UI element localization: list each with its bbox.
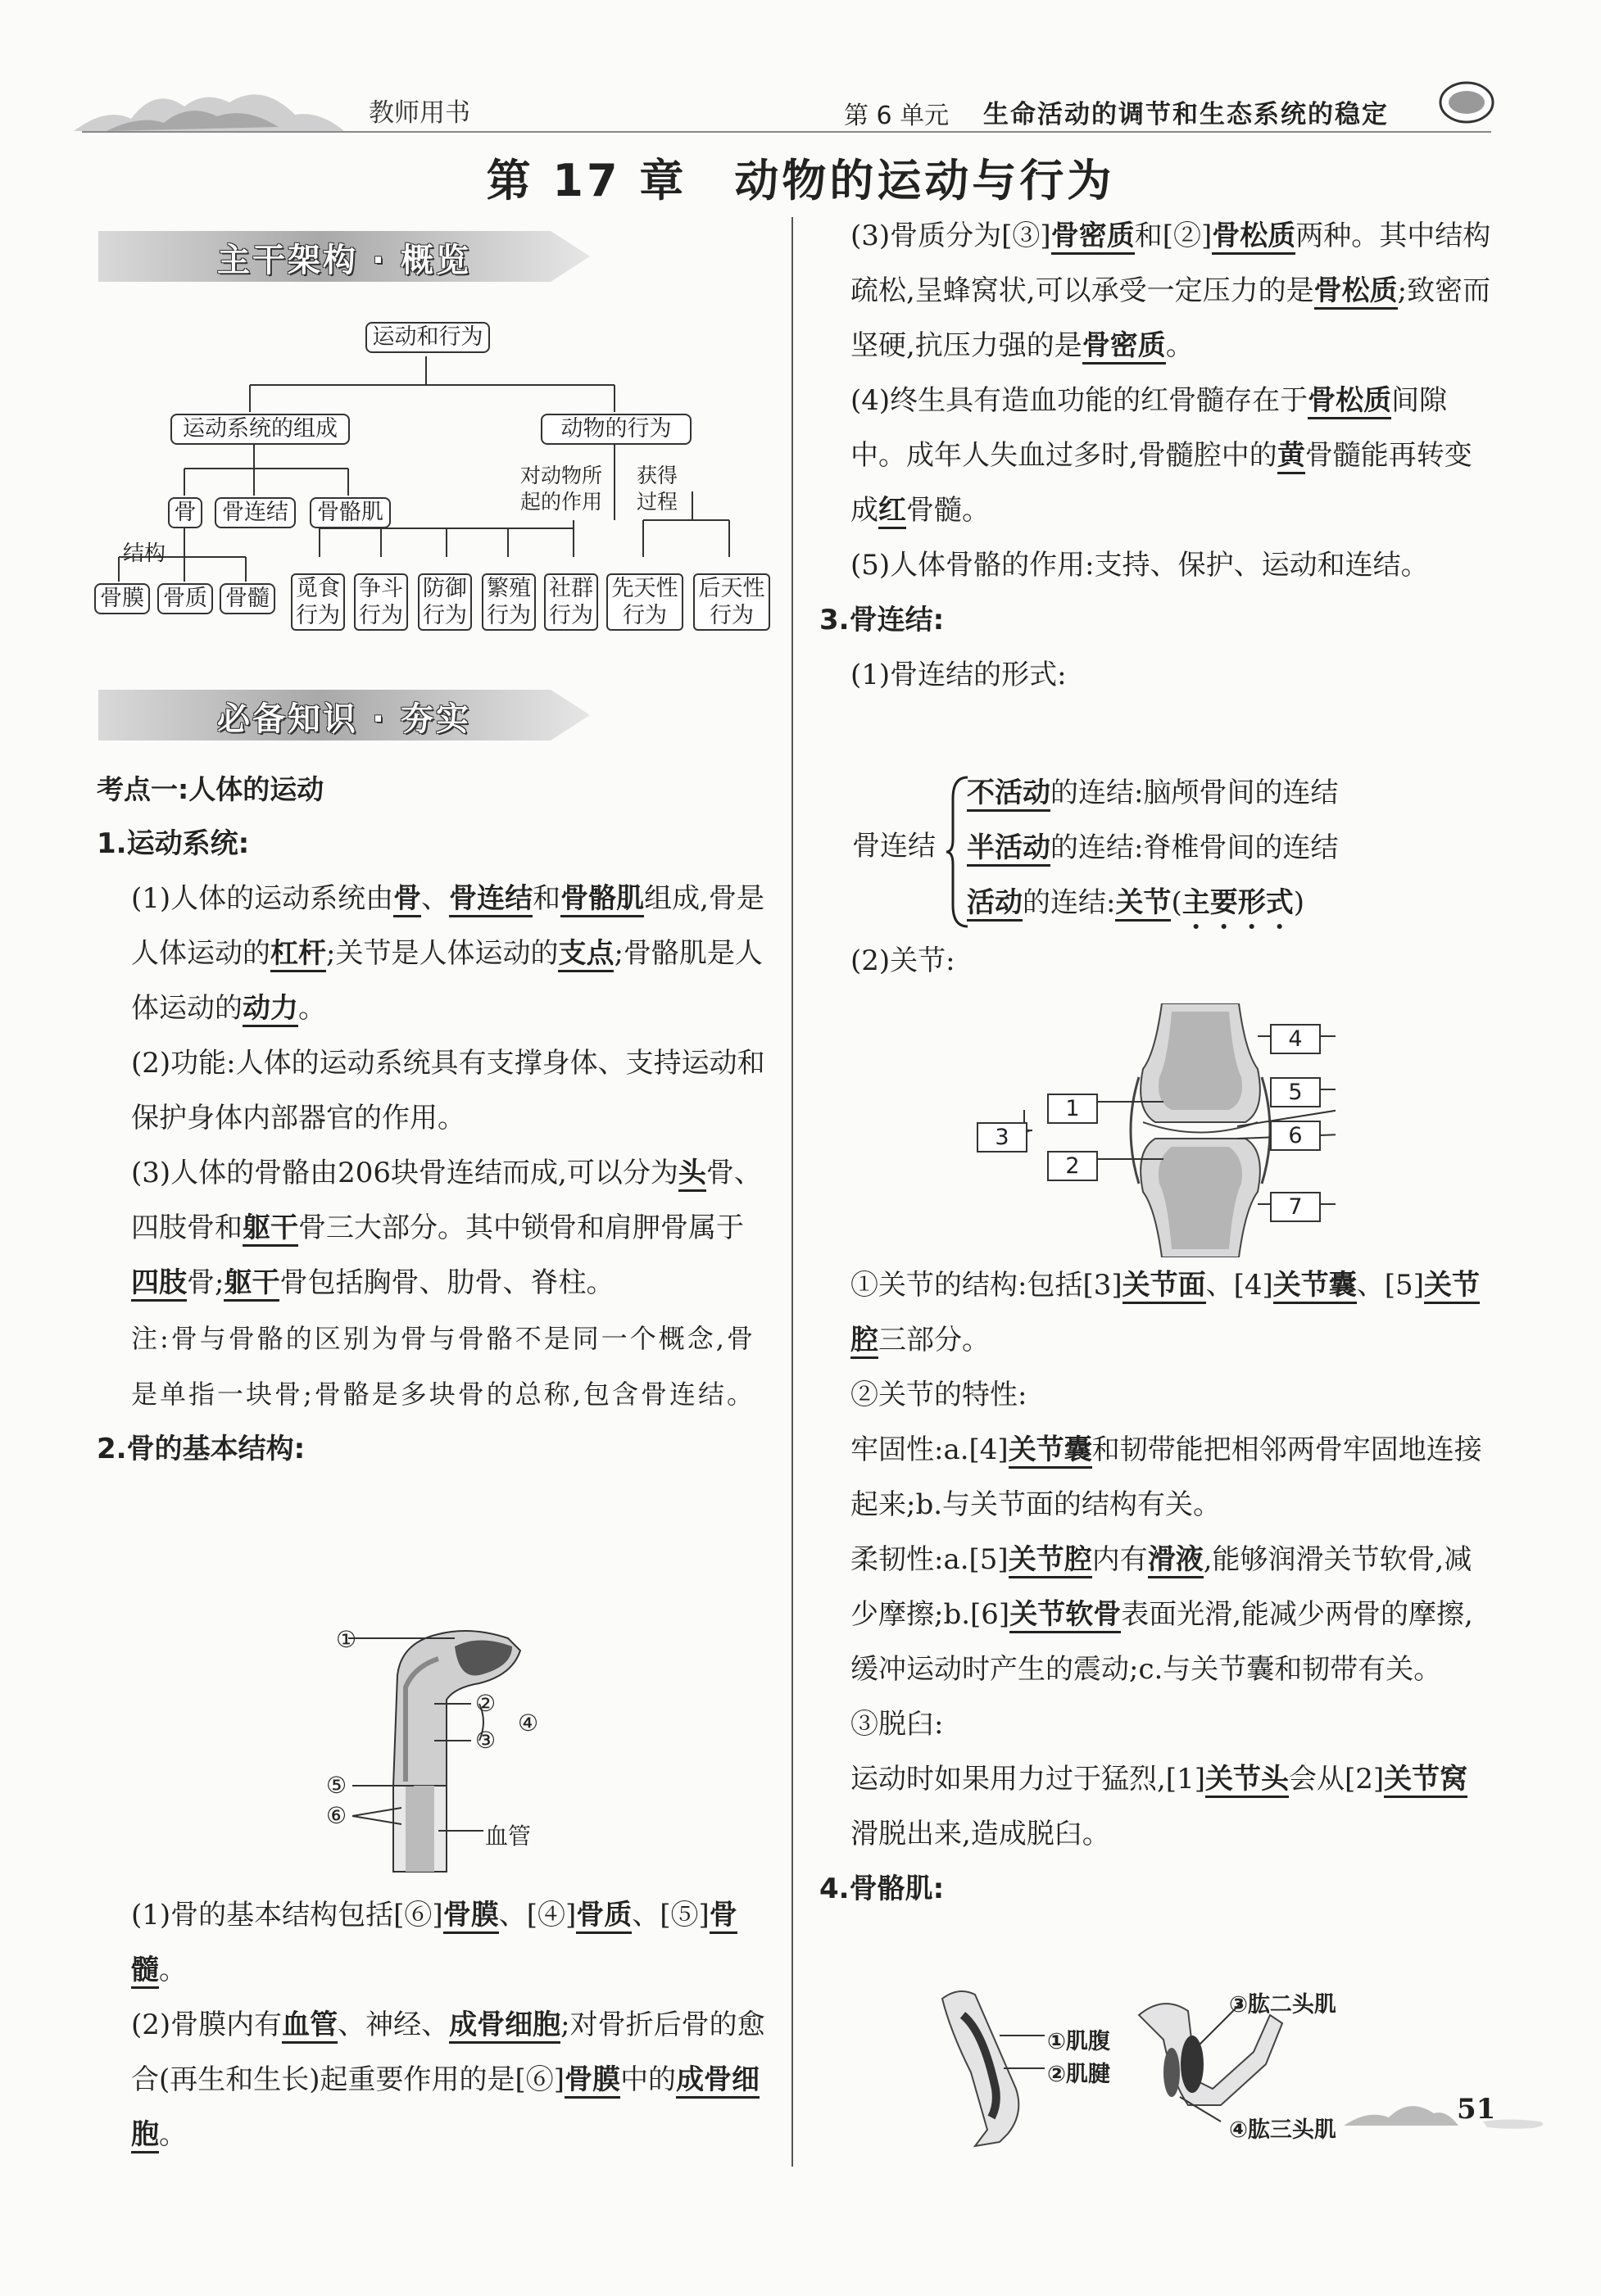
answer: 骨膜 <box>565 2063 620 2099</box>
answer: 活动 <box>967 886 1023 922</box>
text: 。 <box>159 1954 187 1986</box>
answer: 骨连结 <box>449 882 533 917</box>
answer: 关节囊 <box>1009 1433 1092 1469</box>
rp2-para <box>819 374 1491 538</box>
tree-structure-label: 结构 <box>123 541 166 566</box>
rp11-para <box>819 1752 1491 1862</box>
joint-label-3: 3 <box>977 1122 1027 1153</box>
tree-right-node: 动物的行为 <box>541 414 692 445</box>
text: 。 <box>298 992 326 1025</box>
joint-label-1: 1 <box>1047 1094 1098 1124</box>
answer: 头 <box>678 1157 706 1192</box>
text: 骨三大部分。其中锁骨和肩胛骨属于 <box>298 1211 744 1244</box>
muscle-label-biceps: ③肱二头肌 <box>1229 1992 1336 2017</box>
header-rule <box>82 131 1491 133</box>
text: 内有 <box>1091 1543 1148 1576</box>
text: 滑脱出来,造成脱臼。 <box>850 1818 1110 1850</box>
text: 柔韧性:a.[5] <box>850 1543 1009 1576</box>
answer: 躯干 <box>224 1266 279 1302</box>
tree-bone: 骨 <box>168 497 202 528</box>
answer: 骨松质 <box>1314 274 1398 310</box>
right-column-top <box>819 209 1491 703</box>
section-4-heading: 4.骨骼肌: <box>819 1873 945 1905</box>
text: ) <box>1293 886 1304 919</box>
answer: 红 <box>878 494 906 529</box>
text: 骨、四肢骨和 <box>131 1157 762 1244</box>
joint-label-7: 7 <box>1270 1192 1321 1222</box>
answer: 不活动 <box>967 777 1050 812</box>
tree-root: 运动和行为 <box>365 322 490 353</box>
answer: 杠杆 <box>270 937 326 972</box>
text: 、 <box>421 882 450 915</box>
text: (1)骨的基本结构包括[⑥] <box>131 1899 443 1931</box>
tree-behavior-5: 先天性 行为 <box>606 573 683 631</box>
tree-behavior-6: 后天性 行为 <box>693 573 770 631</box>
chapter-title: 第 17 章 动物的运动与行为 <box>486 155 1115 206</box>
answer: 关节窝 <box>1384 1763 1467 1798</box>
answer: 半活动 <box>967 831 1050 867</box>
text: 中的 <box>620 2063 677 2096</box>
answer: 关节囊 <box>1273 1269 1357 1304</box>
answer: 骨密质 <box>1082 329 1166 365</box>
bone-label-vessel: 血管 <box>485 1823 532 1850</box>
form-movable <box>967 876 1491 935</box>
answer: 成骨细胞 <box>449 2008 560 2044</box>
answer: 骨髓 <box>131 1899 737 1989</box>
text: 三部分。 <box>878 1324 990 1356</box>
answer: 成骨细胞 <box>131 2063 760 2153</box>
text: 。 <box>1165 329 1194 362</box>
rp3-para: (5)人体骨骼的作用:支持、保护、运动和连结。 <box>850 549 1429 582</box>
joint-label-4: 4 <box>1270 1024 1321 1054</box>
form-fixed <box>967 766 1491 821</box>
text: 、[④] <box>498 1899 577 1931</box>
rp8-para <box>819 1423 1491 1533</box>
rp7-para: ②关节的特性: <box>850 1379 1027 1411</box>
text: 组成,骨是人体运动的 <box>131 882 764 970</box>
rp9-para <box>819 1533 1491 1697</box>
joint-label-5: 5 <box>1270 1077 1321 1107</box>
text: 骨髓。 <box>906 494 990 527</box>
rp10-para: ③脱臼: <box>850 1708 944 1741</box>
section-3-heading: 3.骨连结: <box>819 604 945 636</box>
tree-behavior-4: 社群 行为 <box>544 573 598 631</box>
text: ( <box>1171 886 1182 919</box>
tree-right-sub1: 对动物所 起的作用 <box>519 464 602 514</box>
answer: 关节腔 <box>1009 1543 1092 1578</box>
text: ;关节是人体运动的 <box>326 937 559 970</box>
text: 的连结:脊椎骨间的连结 <box>1050 831 1339 864</box>
answer: 动力 <box>243 992 298 1027</box>
text: ;致密而坚硬,抗压力强的是 <box>850 274 1491 362</box>
tree-behavior-2: 防御 行为 <box>418 573 472 631</box>
column-divider <box>791 217 793 2167</box>
muscle-label-triceps: ④肱三头肌 <box>1229 2117 1336 2143</box>
answer: 滑液 <box>1148 1543 1204 1578</box>
note-para: 注:骨与骨骼的区别为骨与骨骼不是同一个概念,骨是单指一块骨;骨骼是多块骨的总称,包含骨连结。 <box>131 1323 755 1410</box>
answer: 骨松质 <box>1212 220 1295 255</box>
tree-marrow: 骨髓 <box>220 583 275 614</box>
emphasis: 主要形式 <box>1181 886 1294 919</box>
tree-muscle: 骨骼肌 <box>310 497 391 528</box>
joint-label-6: 6 <box>1270 1121 1321 1151</box>
rp1-para <box>819 209 1491 374</box>
answer: 四肢 <box>131 1266 187 1302</box>
text: (3)人体的骨骼由206块骨连结而成,可以分为 <box>131 1157 678 1189</box>
text: ,能够润滑关节软骨,减少摩擦;b.[6] <box>850 1543 1472 1631</box>
text: (4)终生具有造血功能的红骨髓存在于 <box>850 384 1308 417</box>
text: 和韧带能把相邻两骨牢固地连接起来;b.与关节面的结构有关。 <box>850 1433 1482 1521</box>
p1-para <box>97 872 769 1036</box>
text: 间隙中。成年人失血过多时,骨髓腔中的 <box>850 384 1448 472</box>
kaodian-heading: 考点一:人体的运动 <box>97 773 324 805</box>
text: 运动时如果用力过于猛烈,[1] <box>850 1763 1205 1796</box>
text: 骨; <box>187 1266 225 1299</box>
answer: 躯干 <box>243 1211 298 1247</box>
bone-label-2: ② <box>475 1690 497 1717</box>
tree-periosteum: 骨膜 <box>94 583 150 614</box>
answer: 关节软骨 <box>1009 1598 1121 1633</box>
p3-para <box>97 1146 769 1311</box>
answer: 血管 <box>282 2008 338 2044</box>
text: 牢固性:a.[4] <box>850 1433 1009 1466</box>
text: 的连结: <box>1023 886 1116 919</box>
answer: 关节面 <box>1123 1269 1206 1304</box>
page-number: 51 <box>1457 2093 1496 2126</box>
text: 表面光滑,能减少两骨的摩擦,缓冲运动时产生的震动;c.与关节囊和韧带有关。 <box>850 1598 1473 1686</box>
tree-left-node: 运动系统的组成 <box>170 414 350 445</box>
rp4-para: (1)骨连结的形式: <box>850 659 1067 691</box>
text: 、[4] <box>1205 1269 1273 1302</box>
bone-label-6: ⑥ <box>326 1802 347 1829</box>
tree-behavior-1: 争斗 行为 <box>354 573 408 631</box>
bone-label-5: ⑤ <box>326 1772 347 1799</box>
section-1-heading: 1.运动系统: <box>97 827 250 860</box>
rp6-para <box>819 1258 1491 1368</box>
answer: 关节腔 <box>850 1269 1480 1359</box>
text: 两种。其中结构疏松,呈蜂窝状,可以承受一定压力的是 <box>850 220 1491 307</box>
form-semi <box>967 821 1491 876</box>
right-column-bottom <box>819 1258 1491 1917</box>
tree-right-sub2: 获得 过程 <box>636 464 678 514</box>
answer: 骨膜 <box>443 1899 499 1934</box>
text: ;对骨折后骨的愈合(再生和生长)起重要作用的是[⑥] <box>131 2008 765 2096</box>
bone-structure-figure <box>324 1610 569 1880</box>
header-mountain-decoration <box>74 57 352 139</box>
joint-forms-label: 骨连结 <box>852 830 936 863</box>
joint-label-2: 2 <box>1047 1151 1098 1181</box>
answer: 黄 <box>1277 439 1305 474</box>
header-logo-icon <box>1438 78 1495 127</box>
text: 骨髓能再转变成 <box>850 439 1472 527</box>
joint-forms-list <box>967 766 1491 935</box>
p2-para: (2)功能:人体的运动系统具有支撑身体、支持运动和保护身体内部器官的作用。 <box>131 1047 765 1134</box>
answer: 骨质 <box>576 1899 632 1934</box>
section-2-heading: 2.骨的基本结构: <box>97 1433 306 1465</box>
text: 的连结:脑颅骨间的连结 <box>1050 777 1339 809</box>
tree-behavior-0: 觅食 行为 <box>291 573 345 631</box>
p5-para <box>97 1998 769 2162</box>
p4-para <box>97 1888 769 1998</box>
left-column <box>97 762 769 1477</box>
answer: 骨密质 <box>1051 220 1135 255</box>
muscle-label-tendon: ②肌腱 <box>1047 2062 1110 2087</box>
answer: 骨松质 <box>1308 384 1391 419</box>
answer: 关节头 <box>1205 1763 1289 1798</box>
bone-label-3: ③ <box>475 1727 497 1754</box>
text: 骨包括胸骨、肋骨、脊柱。 <box>279 1266 615 1299</box>
bone-label-4: ④ <box>518 1710 539 1737</box>
book-label: 教师用书 <box>369 98 470 128</box>
text: ;骨骼肌是人体运动的 <box>131 937 763 1025</box>
text: 、[5] <box>1356 1269 1424 1302</box>
answer: 骨骼肌 <box>560 882 644 917</box>
bone-label-1: ① <box>336 1626 357 1653</box>
tree-bone-matter: 骨质 <box>157 583 213 614</box>
unit-label: 第 6 单元 <box>844 102 950 130</box>
text: 。 <box>159 2118 187 2151</box>
knowledge-banner-text: 必备知识 · 夯实 <box>217 700 472 738</box>
text: 、[⑤] <box>632 1899 710 1931</box>
answer: 骨 <box>393 882 421 917</box>
text: (3)骨质分为[③] <box>850 220 1051 252</box>
text: 、神经、 <box>338 2008 450 2041</box>
tree-joint: 骨连结 <box>215 497 296 528</box>
text: 会从[2] <box>1288 1763 1385 1796</box>
text: (1)人体的运动系统由 <box>131 882 394 915</box>
text: 和[②] <box>1134 220 1213 252</box>
text: (2)骨膜内有 <box>131 2008 283 2041</box>
answer: 支点 <box>558 937 614 972</box>
left-column-bottom <box>97 1888 769 2162</box>
text: ①关节的结构:包括[3] <box>850 1269 1123 1302</box>
muscle-label-belly: ①肌腹 <box>1047 2029 1110 2054</box>
text: 和 <box>533 882 561 915</box>
unit-title: 生命活动的调节和生态系统的稳定 <box>983 100 1389 129</box>
joint-subheading: (2)关节: <box>850 944 955 977</box>
tree-behavior-3: 繁殖 行为 <box>482 573 536 631</box>
overview-banner-text: 主干架构 · 概览 <box>217 242 472 279</box>
answer: 关节 <box>1115 886 1171 922</box>
